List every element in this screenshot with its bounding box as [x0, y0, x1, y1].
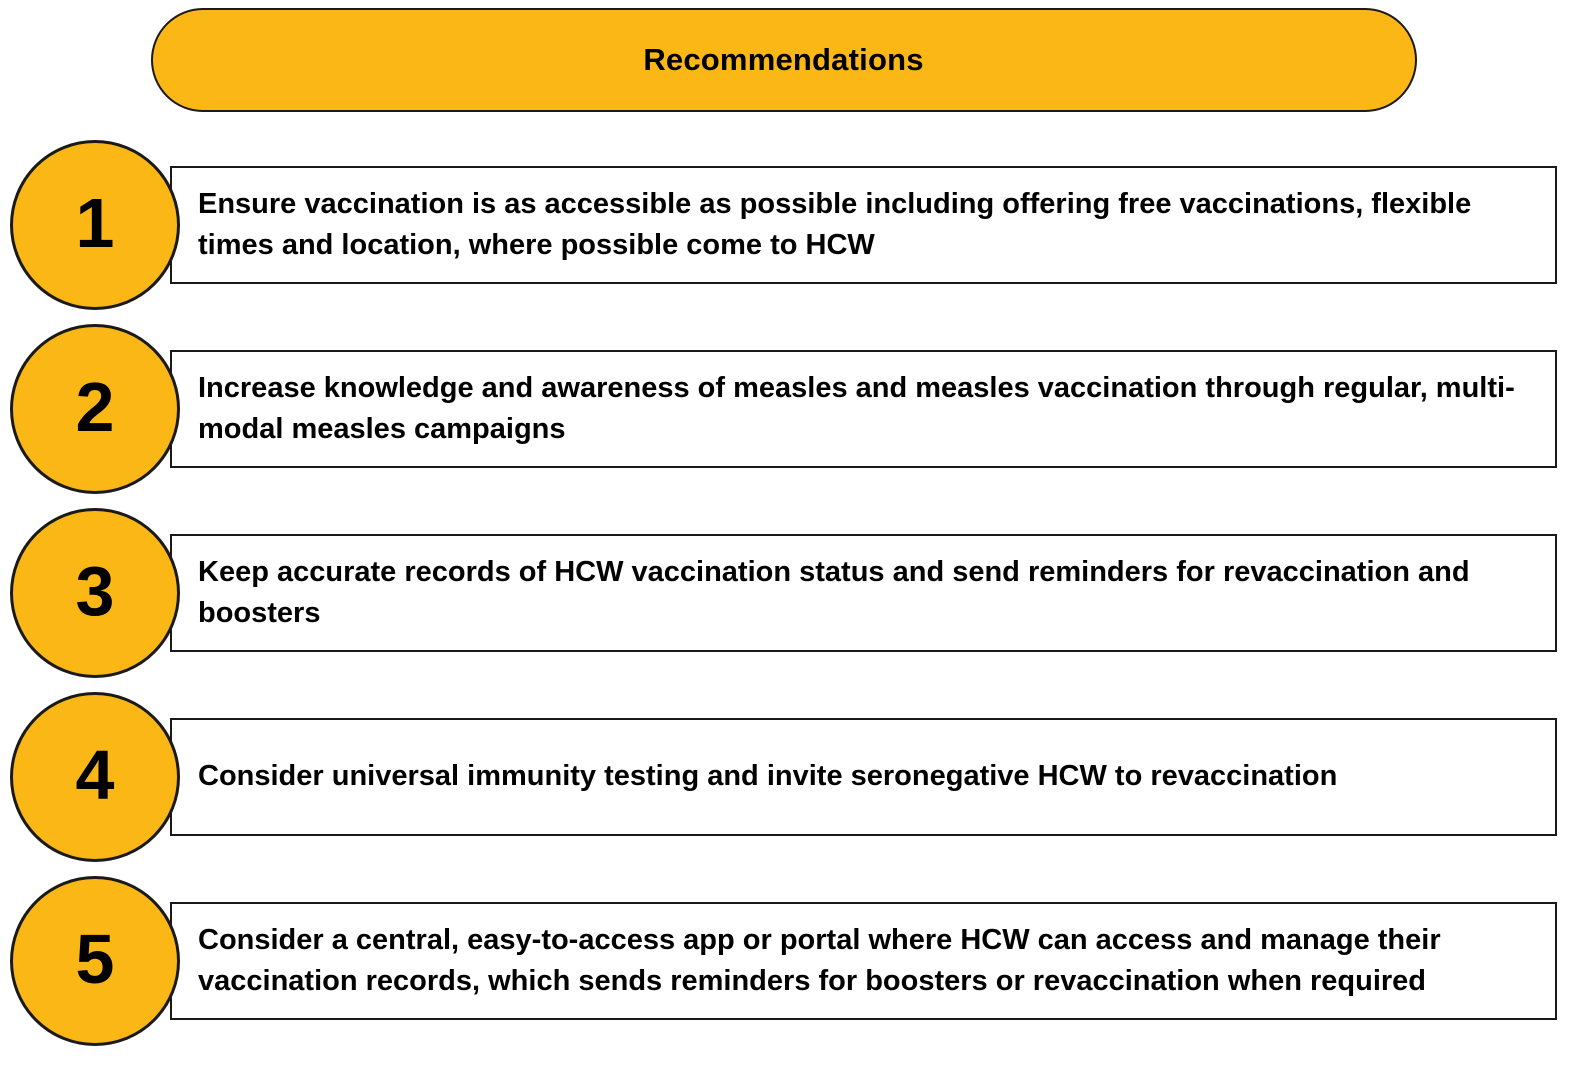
- step-number: 1: [75, 184, 115, 262]
- recommendation-row: [10, 692, 1557, 862]
- recommendation-box: [170, 350, 1557, 468]
- recommendation-text: Consider a central, easy-to-access app or portal where HCW can access and manage their vaccination records, which sends reminders for boosters or revaccination when required: [198, 923, 1441, 997]
- recommendation-row: [10, 140, 1557, 310]
- recommendation-box: [170, 534, 1557, 652]
- recommendation-text: Keep accurate records of HCW vaccination status and send reminders for revaccination and boosters: [198, 555, 1470, 629]
- recommendations-header: [151, 8, 1417, 112]
- recommendation-box: [170, 166, 1557, 284]
- recommendation-row: [10, 876, 1557, 1046]
- step-number: 4: [75, 736, 115, 814]
- step-number: 5: [75, 920, 115, 998]
- step-number-badge: [10, 324, 180, 494]
- recommendation-text: Ensure vaccination is as accessible as possible including offering free vaccinations, flexible times and location, where possible come to HCW: [198, 187, 1472, 261]
- step-number-badge: [10, 876, 180, 1046]
- recommendation-text: Increase knowledge and awareness of measles and measles vaccination through regular, multi-modal measles campaigns: [198, 371, 1515, 445]
- step-number-badge: [10, 692, 180, 862]
- recommendation-text: Consider universal immunity testing and invite seronegative HCW to revaccination: [198, 760, 1338, 793]
- step-number-badge: [10, 508, 180, 678]
- header-title: Recommendations: [643, 42, 924, 77]
- step-number-badge: [10, 140, 180, 310]
- recommendation-list: [10, 126, 1557, 1046]
- recommendation-row: [10, 508, 1557, 678]
- step-number: 2: [75, 368, 115, 446]
- recommendation-box: [170, 902, 1557, 1020]
- recommendation-box: [170, 718, 1557, 836]
- step-number: 3: [75, 552, 115, 630]
- recommendation-row: [10, 324, 1557, 494]
